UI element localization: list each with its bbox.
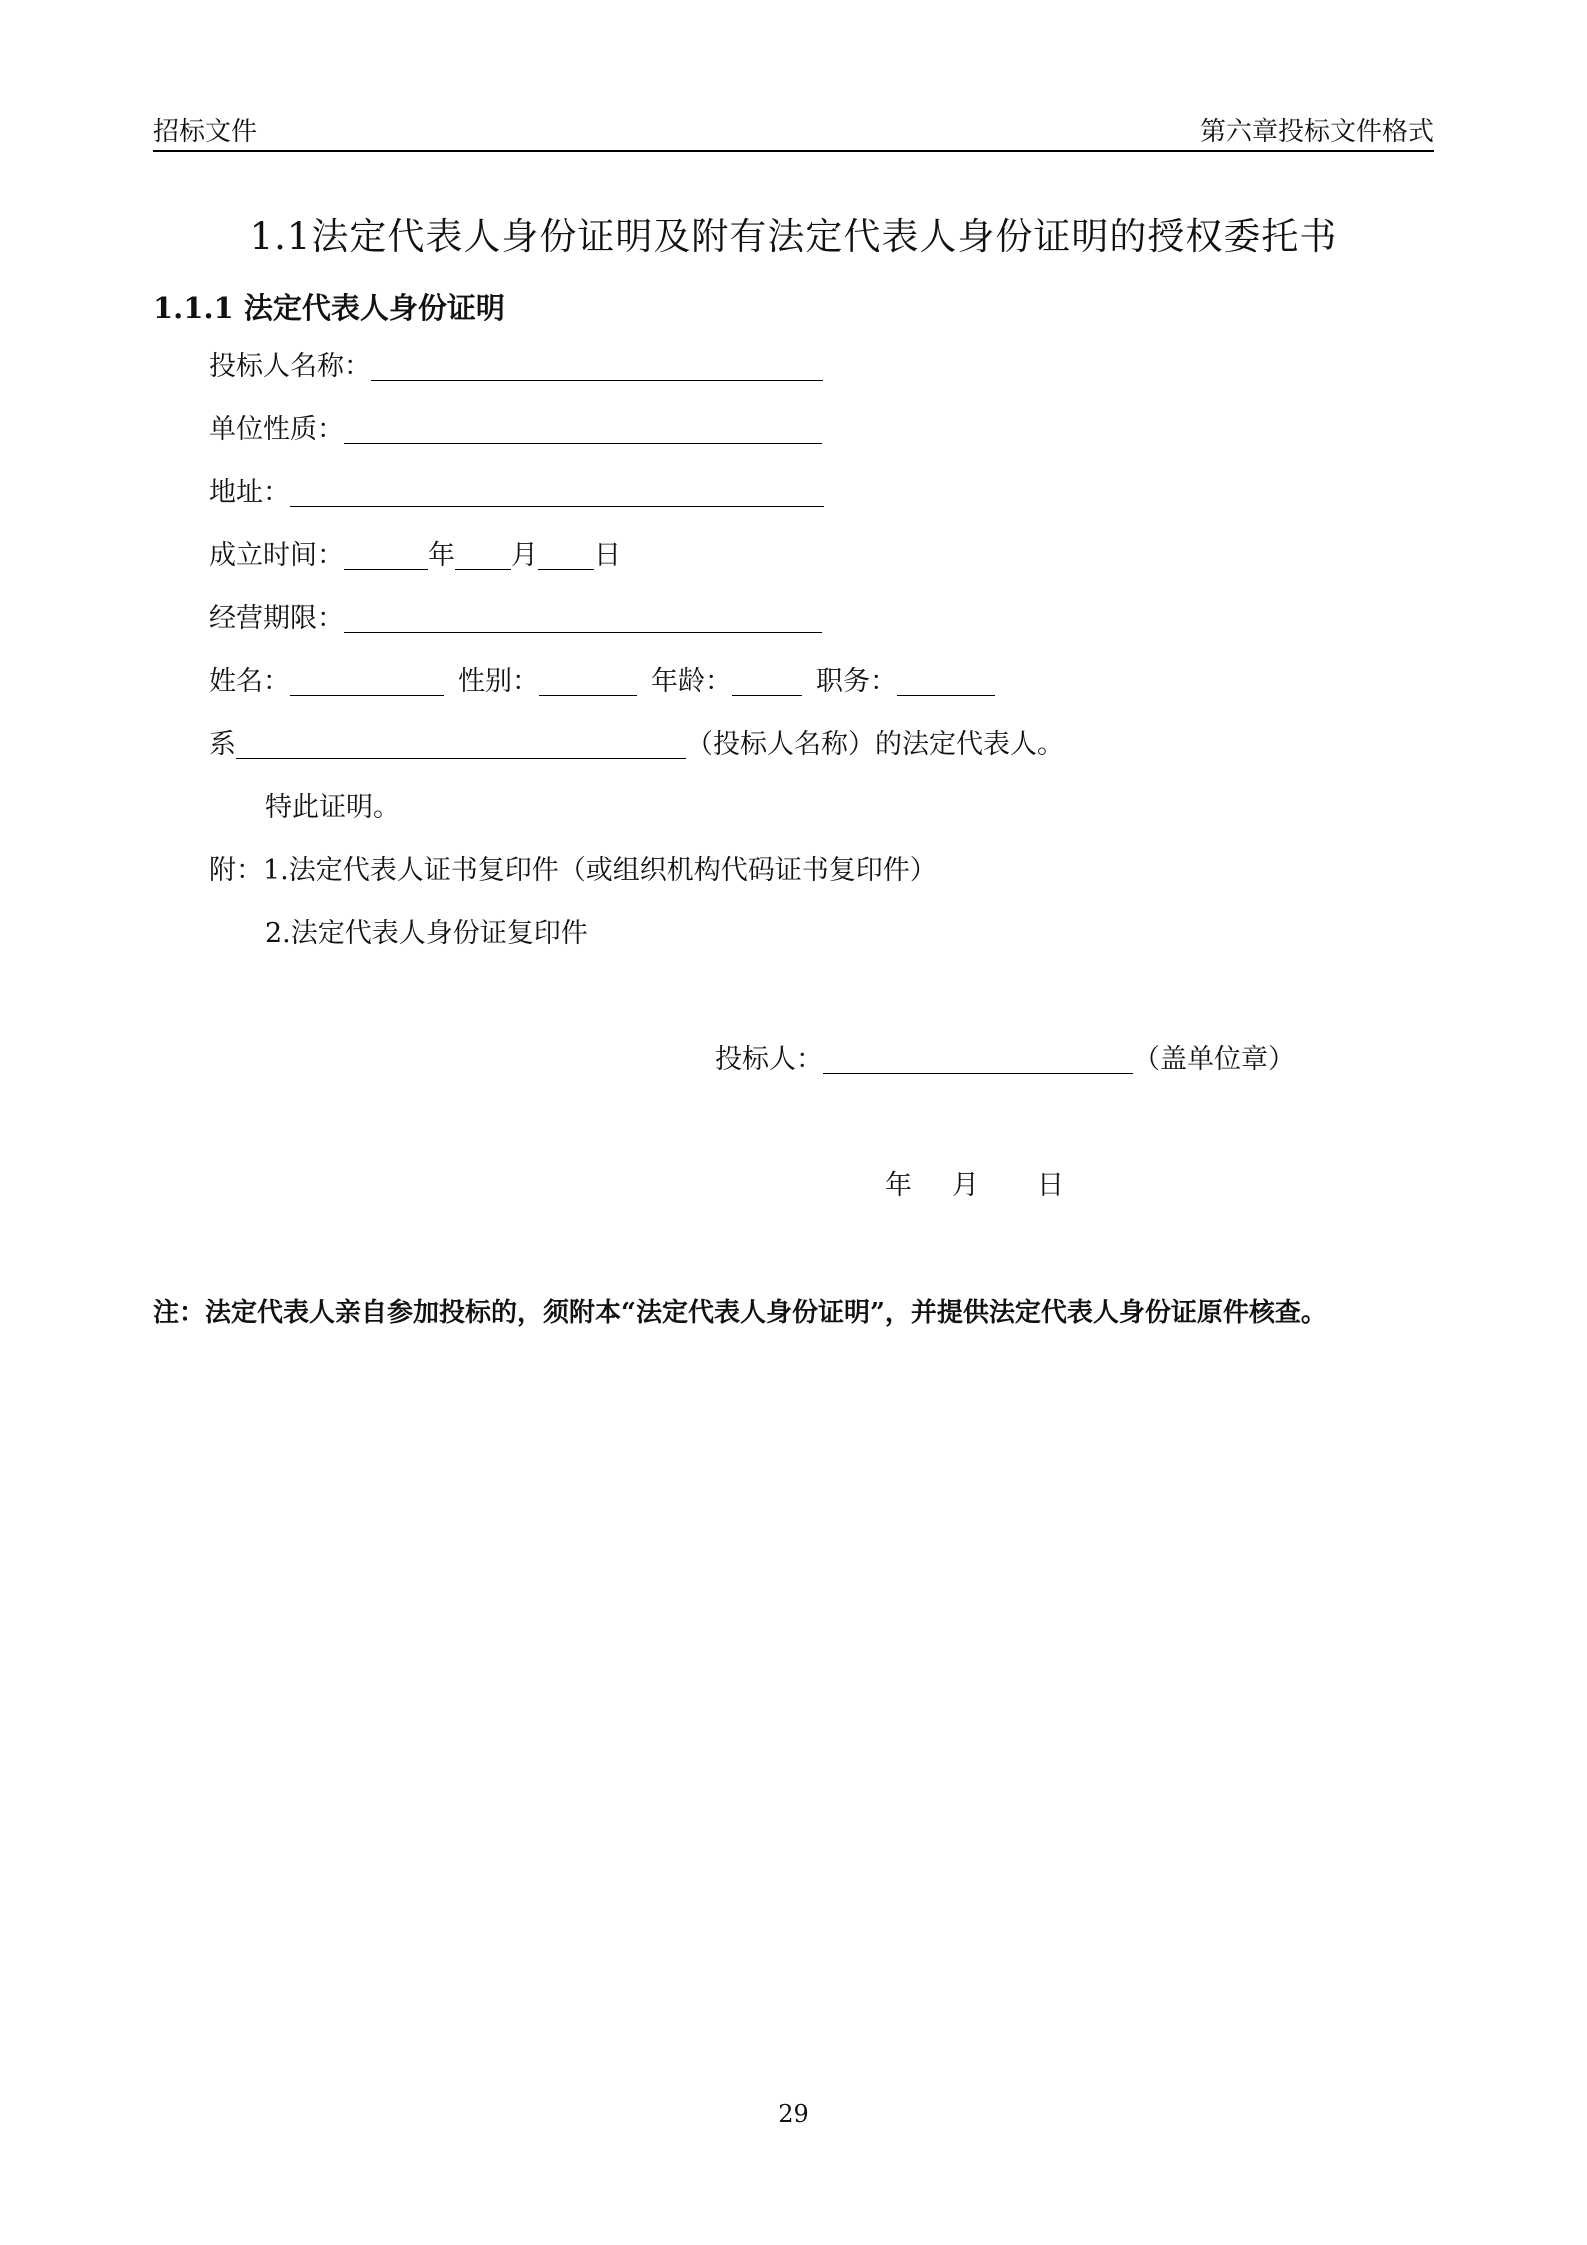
unit-nature-blank — [344, 413, 822, 444]
established-year-blank — [344, 539, 428, 570]
certify-text: 特此证明。 — [265, 792, 400, 823]
name-blank — [290, 665, 444, 696]
established-month-blank — [455, 539, 511, 570]
signature-bidder-label: 投标人： — [715, 1044, 823, 1075]
section-title: 1.1法定代表人身份证明及附有法定代表人身份证明的授权委托书 — [249, 215, 1338, 258]
age-blank — [732, 665, 802, 696]
page-header — [153, 112, 1434, 152]
signature-date-row — [885, 1166, 1064, 1206]
established-day-blank — [538, 539, 594, 570]
certify-row — [265, 788, 400, 828]
address-label: 地址： — [209, 477, 290, 508]
statement-prefix: 系 — [209, 729, 236, 760]
established-label: 成立时间： — [209, 540, 344, 571]
established-month-label: 月 — [511, 540, 538, 571]
business-term-row — [209, 599, 822, 639]
bidder-name-blank — [371, 350, 823, 381]
header-left: 招标文件 — [153, 117, 258, 147]
business-term-blank — [344, 602, 822, 633]
note-text: 注：法定代表人亲自参加投标的，须附本“法定代表人身份证明”，并提供法定代表人身份证原件核查。 — [153, 1298, 1327, 1328]
signature-month: 月 — [952, 1170, 979, 1201]
page-number: 29 — [778, 2100, 809, 2128]
statement-suffix: （投标人名称）的法定代表人。 — [686, 729, 1064, 760]
signature-day: 日 — [1037, 1170, 1064, 1201]
statement-row — [209, 725, 1064, 765]
subsection-title: 1.1.1 法定代表人身份证明 — [153, 291, 505, 325]
statement-blank — [236, 728, 686, 759]
business-term-label: 经营期限： — [209, 603, 344, 634]
attachment-row-2 — [265, 914, 588, 954]
person-info-row — [209, 662, 995, 702]
signature-year: 年 — [885, 1170, 912, 1201]
established-year-label: 年 — [428, 540, 455, 571]
position-label: 职务： — [816, 666, 897, 697]
name-label: 姓名： — [209, 666, 290, 697]
attachment-prefix: 附： — [209, 855, 263, 886]
signature-seal-label: （盖单位章） — [1133, 1044, 1295, 1075]
attachment-item-1: 1.法定代表人证书复印件（或组织机构代码证书复印件） — [263, 855, 937, 886]
established-row — [209, 536, 621, 576]
position-blank — [897, 665, 995, 696]
bidder-name-label: 投标人名称： — [209, 351, 371, 382]
established-day-label: 日 — [594, 540, 621, 571]
attachment-row-1 — [209, 851, 937, 891]
header-right: 第六章投标文件格式 — [1199, 117, 1434, 147]
address-blank — [290, 476, 824, 507]
bidder-name-row — [209, 347, 823, 387]
unit-nature-row — [209, 410, 822, 450]
signature-row — [715, 1040, 1295, 1080]
gender-blank — [539, 665, 637, 696]
unit-nature-label: 单位性质： — [209, 414, 344, 445]
signature-blank — [823, 1043, 1133, 1074]
address-row — [209, 473, 824, 513]
gender-label: 性别： — [458, 666, 539, 697]
attachment-item-2: 2.法定代表人身份证复印件 — [265, 918, 588, 949]
age-label: 年龄： — [651, 666, 732, 697]
